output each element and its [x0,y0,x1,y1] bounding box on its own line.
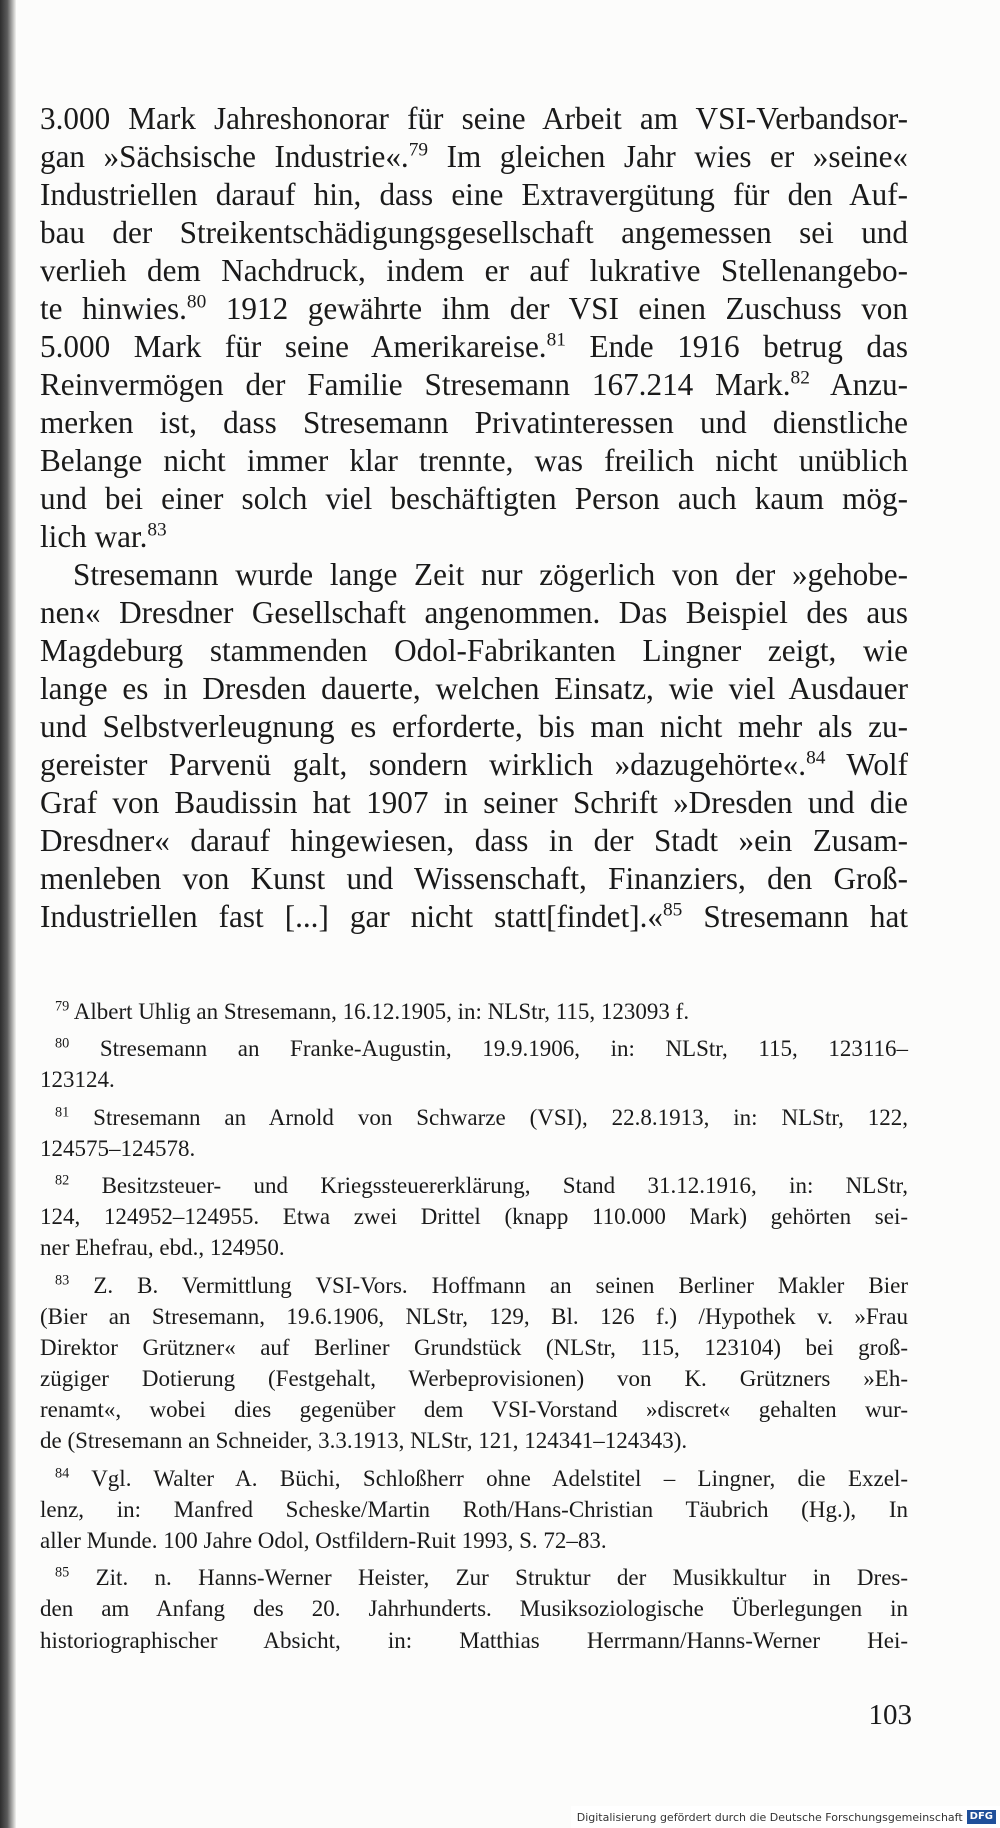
footnote-line [40,1102,908,1133]
footnote-text: Albert Uhlig an Stresemann, 16.12.1905, in: NLStr, 115, 123093 f. [73,999,690,1024]
text-line [40,860,908,898]
footnote-line [40,1593,908,1624]
text-segment: 1912 gewährte ihm der VSI einen Zuschuss von [206,291,908,326]
footnote-line [40,1425,908,1456]
text-segment: Graf von Baudissin hat 1907 in seiner Schrift »Dresden und die [40,785,908,820]
footnote-number: 82 [55,1172,70,1189]
footnote-text: renamt«, wobei dies gegenüber dem VSI-Vorstand »discret« gehalten wur- [40,1397,908,1423]
footnote-text: Besitzsteuer- und Kriegssteuererklärung, Stand 31.12.1916, in: NLStr, [101,1172,908,1198]
footnote-text: Vgl. Walter A. Büchi, Schloßherr ohne Adelstitel – Lingner, die Exzel- [91,1465,908,1491]
text-segment: Anzu- [809,367,908,402]
footnote-line [40,1625,908,1656]
footnote-line [40,1133,908,1164]
text-line [40,556,908,594]
footnote [40,1562,908,1656]
footnote-reference[interactable]: 85 [663,899,683,921]
footnote [40,1033,908,1095]
footnote [40,1463,908,1557]
footnote-number: 79 [55,998,70,1015]
footnote-text: Zit. n. Hanns-Werner Heister, Zur Struktur der Musikkultur in Dres- [95,1565,909,1591]
footnote-text: 124, 124952–124955. Etwa zwei Drittel (knapp 110.000 Mark) gehörten sei- [40,1204,908,1230]
footnote-line [40,996,908,1027]
footnote-number: 80 [55,1035,70,1052]
footnote-line [40,1394,908,1425]
text-segment: und Selbstverleugnung es erforderte, bis man nicht mehr als zu- [40,709,908,744]
footnote-text: 124575–124578. [40,1135,196,1161]
footnote-line [40,1494,908,1525]
footnote-reference[interactable]: 83 [147,519,167,541]
footnote [40,1102,908,1164]
text-segment: Belange nicht immer klar trennte, was freilich nicht unüblich [40,443,908,478]
footnote-text: de (Stresemann an Schneider, 3.3.1913, NLStr, 121, 124341–124343). [40,1428,688,1454]
text-segment: nen« Dresdner Gesellschaft angenommen. Das Beispiel des aus [40,595,908,630]
footnote-text: 123124. [40,1067,115,1093]
text-segment: Im gleichen Jahr wies er »seine« [428,139,909,174]
text-line [40,480,908,518]
footnote-line [40,1201,908,1232]
footnote-line [40,1033,908,1064]
footnote-text: Z. B. Vermittlung VSI-Vors. Hoffmann an seinen Berliner Makler Bier [93,1272,908,1298]
footnote-text: lenz, in: Manfred Scheske/Martin Roth/Hans-Christian Täubrich (Hg.), In [40,1496,908,1522]
footnote-line [40,1525,908,1556]
footnote-number: 84 [55,1465,70,1482]
page-number: 103 [868,1699,912,1731]
footnote-line [40,1170,908,1201]
text-segment: lange es in Dresden dauerte, welchen Einsatz, wie viel Ausdauer [40,671,908,706]
footnote-text: Direktor Grützner« auf Berliner Grundstück (NLStr, 115, 123104) bei groß- [40,1334,908,1360]
text-line [40,746,908,784]
text-line [40,252,908,290]
text-line [40,822,908,860]
footnote-number: 81 [55,1104,70,1121]
text-segment: Magdeburg stammenden Odol-Fabrikanten Lingner zeigt, wie [40,633,908,668]
footnote-reference[interactable]: 81 [546,329,566,351]
footnote-line [40,1562,908,1593]
text-line [40,594,908,632]
digitization-footer [571,1806,1000,1828]
text-segment: Stresemann wurde lange Zeit nur zögerlich von der »gehobe- [73,557,908,592]
text-line [40,708,908,746]
text-line [40,290,908,328]
text-line [40,138,908,176]
text-line [40,442,908,480]
text-line [40,784,908,822]
text-segment: Ende 1916 betrug das [565,329,909,364]
funding-credit: Digitalisierung gefördert durch die Deutsche Forschungsgemeinschaft [576,1810,963,1824]
main-text [40,100,908,936]
text-segment: Dresdner« darauf hingewiesen, dass in der Stadt »ein Zusam- [40,823,908,858]
text-line [40,632,908,670]
text-line [40,214,908,252]
footnote-reference[interactable]: 84 [806,747,826,769]
footnote-text: zügiger Dotierung (Festgehalt, Werbeprovisionen) von K. Grützners »Eh- [40,1366,908,1392]
text-segment: verlieh dem Nachdruck, indem er auf lukrative Stellenangebo- [40,253,908,288]
footnote-line [40,1332,908,1363]
dfg-logo: DFG [967,1810,996,1824]
footnote-text: ner Ehefrau, ebd., 124950. [40,1235,285,1261]
footnote-number: 85 [55,1564,70,1581]
footnote-line [40,1301,908,1332]
text-segment: te hinwies. [40,291,187,326]
footnote [40,1170,908,1264]
text-segment: Reinvermögen der Familie Stresemann 167.214 Mark. [40,367,791,402]
footnote-line [40,1463,908,1494]
footnote-text: den am Anfang des 20. Jahrhunderts. Musiksoziologische Überlegungen in [40,1596,908,1622]
footnote-text: Stresemann an Arnold von Schwarze (VSI), 22.8.1913, in: NLStr, 122, [93,1104,908,1130]
text-line [40,670,908,708]
footnote-reference[interactable]: 80 [186,291,207,313]
text-segment: merken ist, dass Stresemann Privatinteressen und dienstliche [40,405,908,440]
text-segment: Industriellen fast [...] gar nicht statt[findet].« [40,899,664,934]
book-spine-shadow [0,0,16,1828]
text-line [40,100,908,138]
footnote-text: historiographischer Absicht, in: Matthias Herrmann/Hanns-Werner Hei- [40,1627,908,1653]
text-line [40,518,908,556]
text-line [40,366,908,404]
text-segment: lich war. [40,519,148,554]
footnote-reference[interactable]: 79 [408,139,429,161]
footnote-text: Stresemann an Franke-Augustin, 19.9.1906, in: NLStr, 115, 123116– [99,1036,908,1062]
footnote [40,996,908,1027]
footnote-line [40,1363,908,1394]
footnote [40,1270,908,1457]
footnote-text: aller Munde. 100 Jahre Odol, Ostfildern-Ruit 1993, S. 72–83. [40,1528,607,1553]
text-line [40,898,908,936]
text-segment: Wolf [825,747,908,782]
text-segment: Industriellen darauf hin, dass eine Extravergütung für den Auf- [40,177,908,212]
footnote-line [40,1270,908,1301]
footnote-line [40,1064,908,1095]
text-segment: bau der Streikentschädigungsgesellschaft angemessen sei und [40,215,908,250]
text-segment: und bei einer solch viel beschäftigten Person auch kaum mög- [40,481,908,516]
text-line [40,328,908,366]
text-segment: Stresemann hat [682,899,909,934]
footnote-reference[interactable]: 82 [790,367,810,389]
text-line [40,404,908,442]
text-segment: 5.000 Mark für seine Amerikareise. [40,329,547,364]
footnote-text: (Bier an Stresemann, 19.6.1906, NLStr, 129, Bl. 126 f.) /Hypothek v. »Frau [40,1303,908,1329]
text-segment: menleben von Kunst und Wissenschaft, Finanziers, den Groß- [40,861,908,896]
text-segment: gan »Sächsische Industrie«. [40,139,409,174]
footnote-line [40,1232,908,1263]
footnote-number: 83 [55,1271,70,1288]
text-segment: gereister Parvenü galt, sondern wirklich »dazugehörte«. [40,747,807,782]
text-segment: 3.000 Mark Jahreshonorar für seine Arbeit am VSI-Verbandsor- [40,101,908,136]
footnotes [40,996,908,1662]
text-line [40,176,908,214]
